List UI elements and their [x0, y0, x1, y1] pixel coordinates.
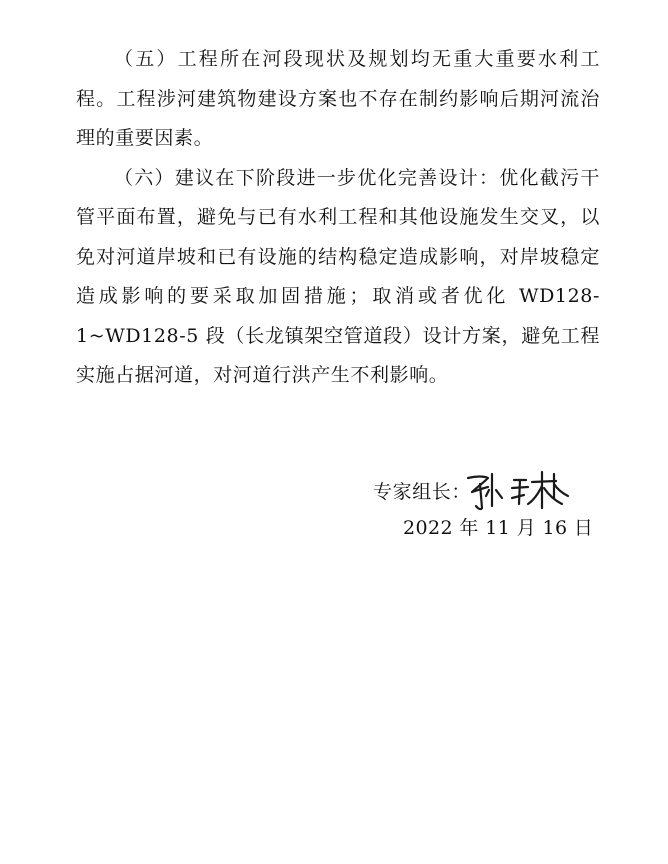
- signature-block: [330, 468, 594, 558]
- paragraph-six: （六）建议在下阶段进一步优化完善设计：优化截污干管平面布置，避免与已有水利工程和其他设施发生交叉，以免对河道岸坡和已有设施的结构稳定造成影响，对岸坡稳定造成影响的要采取加固措施；取消或者优化 WD128-1~WD128-5 段（长龙镇架空管道段）设计方案，避免工程实施占据河道，对河道行洪产生不利影响。: [76, 166, 600, 386]
- handwritten-signature: [462, 468, 572, 512]
- signature-label: 专家组长：: [373, 481, 472, 503]
- paragraph-five: （五）工程所在河段现状及规划均无重大重要水利工程。工程涉河建筑物建设方案也不存在制约影响后期河流治理的重要因素。: [76, 48, 600, 149]
- document-body: [76, 40, 600, 396]
- signature-date: 2022 年 11 月 16 日: [403, 517, 594, 539]
